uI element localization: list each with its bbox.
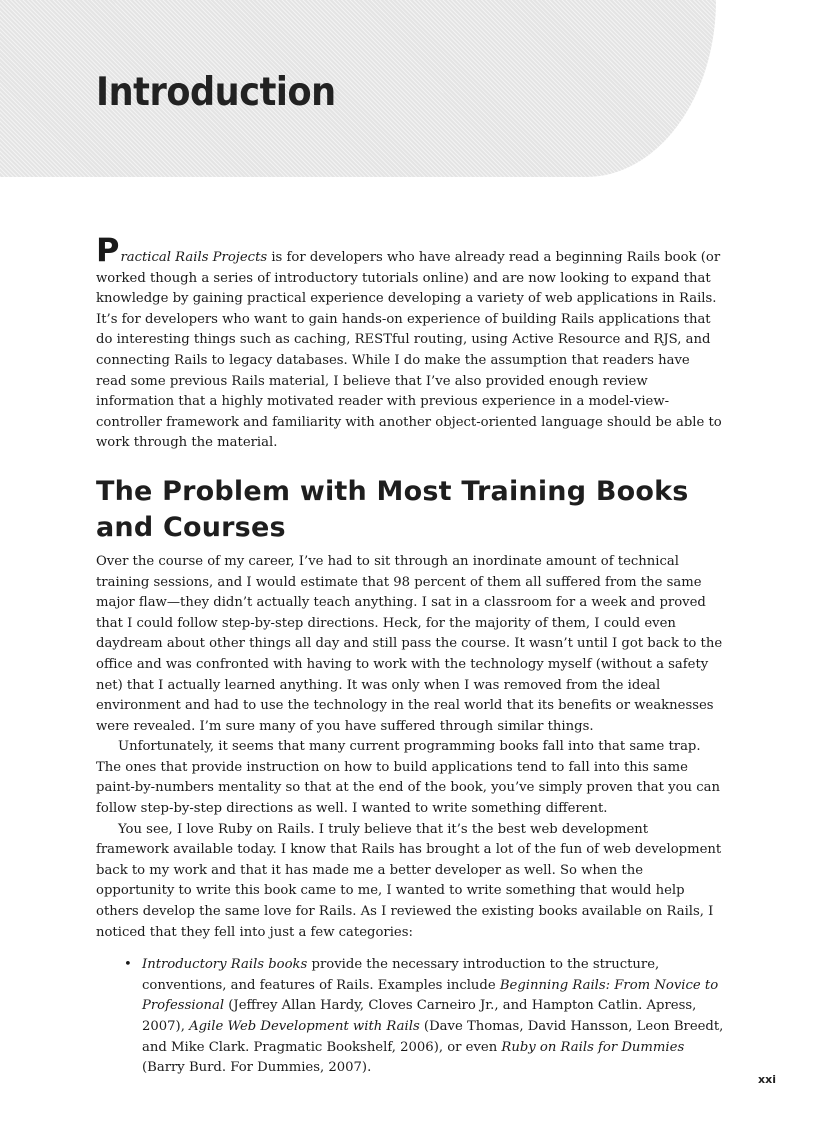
- body-paragraph: You see, I love Ruby on Rails. I truly believe that it’s the best web development framework available today. I know that Rails has brought a lot of the fun of web development back to my work and that it has made me a better developer as well. So when the opportunity to write this book came to me, I wanted to write something that would help others develop the same love for Rails. As I reviewed the existing books available on Rails, I noticed that they fell into just a few categories:: [96, 821, 722, 940]
- drop-cap: P: [96, 231, 120, 269]
- list-item-lead: Introductory Rails books: [142, 957, 308, 973]
- list-item-text: (Barry Burd. For Dummies, 2007).: [142, 1060, 372, 1076]
- page-body: [96, 231, 724, 1079]
- book-title: Agile Web Development with Rails: [189, 1019, 420, 1034]
- list-item-text: (Jeffrey Allan Hardy, Cloves Carneiro Jr., and Hampton Catlin. Apress, 2007),: [142, 998, 697, 1034]
- body-paragraph: Unfortunately, it seems that many current programming books fall into that same trap. The ones that provide instruction on how to build applications tend to fall into this same paint-by-numbers mentality so that at the end of the book, you’ve simply proven that you can follow step-by-step directions as well. I wanted to write something different.: [96, 739, 720, 817]
- intro-paragraph: [96, 231, 724, 454]
- section-heading: The Problem with Most Training Books and Courses: [96, 475, 689, 543]
- list-item: [124, 955, 724, 1079]
- intro-text: is for developers who have already read a beginning Rails book (or worked though a series of introductory tutorials online) and are now looking to expand that knowledge by gaining practical experience developing a variety of web applications in Rails. It’s for developers who want to gain hands-on experience of building Rails applications that do interesting things such as caching, RESTful routing, using Active Resource and RJS, and connecting Rails to legacy databases. While I do make the assumption that readers have read some previous Rails material, I believe that I’ve also provided enough review information that a highly motivated reader with previous experience in a model-view-controller framework and familiarity with another object-oriented language should be able to work through the material.: [96, 250, 722, 451]
- body-paragraph: Over the course of my career, I’ve had to sit through an inordinate amount of technical training sessions, and I would estimate that 98 percent of them all suffered from the same major flaw—they didn’t actually teach anything. I sat in a classroom for a week and proved that I could follow step-by-step directions. Heck, for the majority of them, I could even daydream about other things all day and still pass the course. It wasn’t until I got back to the office and was confronted with having to work with the technology myself (without a safety net) that I actually learned anything. It was only when I was removed from the ideal environment and had to use the technology in the real world that its benefits or weaknesses were revealed. I’m sure many of you have suffered through similar things.: [96, 553, 723, 734]
- category-list: [96, 955, 724, 1079]
- list-item-text: provide the necessary introduction to the structure, conventions, and features of Rails. Examples include: [142, 957, 660, 993]
- page-number: xxi: [758, 1073, 776, 1086]
- chapter-title: Introduction: [96, 70, 336, 115]
- book-title: Ruby on Rails for Dummies: [501, 1039, 685, 1055]
- book-title: ractical Rails Projects: [120, 250, 268, 265]
- bullet-icon: •: [124, 957, 132, 973]
- list-item-text: (Dave Thomas, David Hansson, Leon Breedt, and Mike Clark. Pragmatic Bookshelf, 2006), or even: [142, 1019, 724, 1055]
- book-title: Beginning Rails: From Novice to Professional: [142, 977, 719, 1014]
